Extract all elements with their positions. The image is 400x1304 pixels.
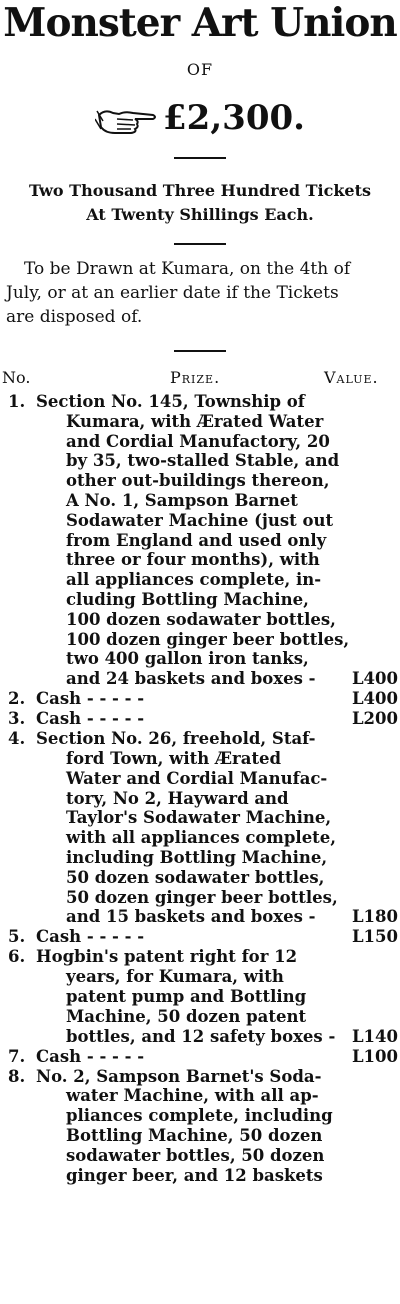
prize-description-line: 50 dozen ginger beer bottles,: [66, 887, 338, 907]
prize-description-line: pliances complete, including: [66, 1106, 333, 1126]
prize-description-line: and 24 baskets and boxes -: [66, 669, 316, 689]
tickets-line-2: At Twenty Shillings Each.: [86, 205, 314, 224]
prize-item: [0, 392, 400, 689]
column-header-prize: Prize.: [170, 368, 221, 387]
divider: [174, 243, 226, 245]
prize-description: [36, 927, 328, 947]
column-header-value: Value.: [324, 368, 379, 387]
prize-description-line: tory, No 2, Hayward and: [66, 788, 289, 808]
tickets-line-1: Two Thousand Three Hundred Tickets: [29, 181, 371, 200]
prize-description-line: Hogbin's patent right for 12: [36, 947, 298, 967]
prize-description-line: three or four months), with: [66, 550, 320, 570]
prize-value: L200: [351, 709, 398, 729]
prize-value: L180: [351, 907, 398, 927]
prize-number: 4.: [8, 729, 26, 749]
prize-description-line: and Cordial Manufactory, 20: [66, 431, 330, 451]
prize-description-line: Section No. 26, freehold, Staf-: [36, 729, 316, 749]
prize-description-line: sodawater bottles, 50 dozen: [66, 1145, 325, 1165]
prize-description: [36, 709, 328, 729]
prize-item: [0, 689, 400, 709]
prize-description-line: Cash - - - - -: [36, 927, 145, 947]
prize-description: [36, 689, 328, 709]
prize-description: [36, 392, 350, 689]
prize-description-line: from England and used only: [66, 530, 327, 550]
prize-description-line: No. 2, Sampson Barnet's Soda-: [36, 1066, 322, 1086]
prize-description-line: other out-buildings thereon,: [66, 471, 330, 491]
pointing-hand-icon: [95, 105, 159, 135]
prize-description-line: A No. 1, Sampson Barnet: [66, 490, 298, 510]
prize-description-line: 100 dozen ginger beer bottles,: [66, 629, 350, 649]
prize-number: 5.: [8, 927, 26, 947]
prize-amount: £2,300.: [163, 98, 305, 138]
prize-description: [36, 947, 336, 1046]
prize-description-line: Water and Cordial Manufac-: [66, 768, 328, 788]
prize-description: [36, 1047, 328, 1067]
prize-number: 6.: [8, 947, 26, 967]
prize-description-line: Sodawater Machine (just out: [66, 510, 334, 530]
prize-description-line: Bottling Machine, 50 dozen: [66, 1125, 323, 1145]
prize-description-line: Section No. 145, Township of: [36, 392, 305, 411]
column-header-no: No.: [2, 368, 31, 387]
prize-description-line: years, for Kumara, with: [66, 967, 284, 987]
prize-description-line: patent pump and Bottling: [66, 986, 307, 1006]
prize-description-line: water Machine, with all ap-: [66, 1086, 319, 1106]
prize-description-line: Kumara, with Ærated Water: [66, 411, 324, 431]
prize-item: [0, 927, 400, 947]
prize-item: [0, 947, 400, 1046]
prize-description-line: ginger beer, and 12 baskets: [66, 1165, 323, 1185]
prize-description-line: including Bottling Machine,: [66, 847, 328, 867]
prize-description-line: and 15 baskets and boxes -: [66, 907, 316, 927]
draw-notice-line: To be Drawn at Kumara, on the 4th of: [24, 259, 351, 279]
prize-description-line: by 35, two-stalled Stable, and: [66, 451, 340, 471]
divider: [174, 350, 226, 352]
prize-description-line: all appliances complete, in-: [66, 570, 322, 590]
prize-description-line: with all appliances complete,: [66, 828, 337, 848]
prize-value: L140: [351, 1026, 398, 1046]
prize-description: [36, 729, 338, 927]
prize-description-line: Taylor's Sodawater Machine,: [66, 808, 332, 828]
prize-value: L400: [351, 669, 398, 689]
prize-number: 1.: [8, 392, 26, 411]
prize-value: L400: [351, 689, 398, 709]
prize-value: L100: [351, 1046, 398, 1066]
prize-number: 8.: [8, 1066, 26, 1086]
prize-description-line: Cash - - - - -: [36, 709, 145, 729]
prize-item: [0, 1067, 400, 1186]
draw-notice: [6, 257, 398, 329]
prize-description-line: Cash - - - - -: [36, 689, 145, 709]
prize-item: [0, 1047, 400, 1067]
prize-description-line: Machine, 50 dozen patent: [66, 1006, 307, 1026]
prize-description-line: two 400 gallon iron tanks,: [66, 649, 309, 669]
prize-item: [0, 709, 400, 729]
prize-number: 7.: [8, 1046, 26, 1066]
prize-description-line: 50 dozen sodawater bottles,: [66, 867, 325, 887]
of-label: OF: [186, 60, 214, 79]
prize-item: [0, 729, 400, 927]
divider: [174, 157, 226, 159]
prize-description-line: cluding Bottling Machine,: [66, 589, 309, 609]
prize-description-line: ford Town, with Ærated: [66, 748, 282, 768]
page-title: Monster Art Union: [3, 0, 397, 46]
draw-notice-line: July, or at an earlier date if the Tickets: [6, 283, 339, 303]
prize-description-line: 100 dozen sodawater bottles,: [66, 609, 336, 629]
prize-description-line: Cash - - - - -: [36, 1046, 145, 1066]
amount-line: [0, 96, 400, 140]
prize-number: 2.: [8, 689, 26, 709]
prize-number: 3.: [8, 709, 26, 729]
prize-value: L150: [351, 927, 398, 947]
prize-description: [36, 1066, 333, 1186]
draw-notice-line: are disposed of.: [6, 307, 143, 327]
prize-description-line: bottles, and 12 safety boxes -: [66, 1026, 336, 1046]
